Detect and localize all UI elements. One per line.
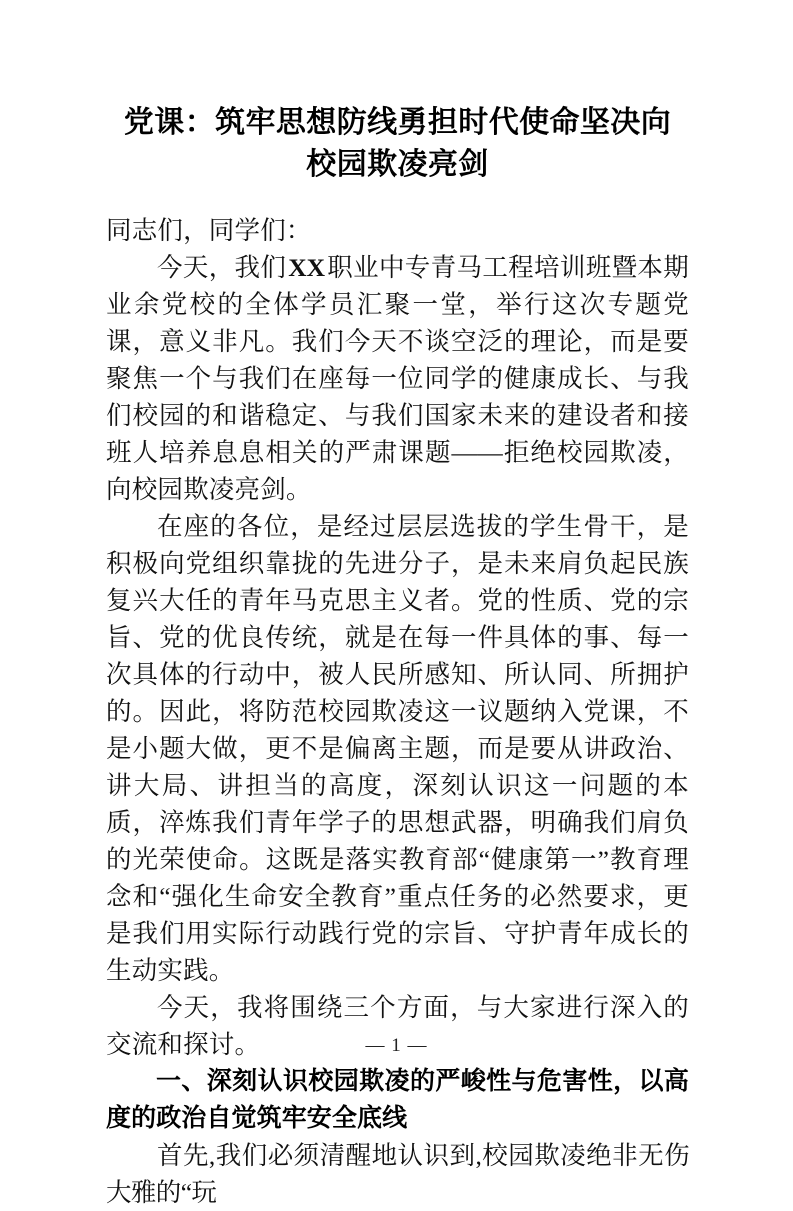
document-title <box>106 102 689 186</box>
paragraph-3: 今天，我将围绕三个方面，与大家进行深入的交流和探讨。 <box>106 993 689 1059</box>
paragraph-1-lead: 今天，我们 <box>157 253 287 282</box>
closing-paragraph: 首先,我们必须清醒地认识到,校园欺凌绝非无伤大雅的“玩 <box>106 1141 689 1207</box>
paragraph-1-rest: 职业中专青马工程培训班暨本期业余党校的全体学员汇聚一堂，举行这次专题党课，意义非凡。我们今天不谈空泛的理论，而是要聚焦一个与我们在座每一位同学的健康成长、与我们校园的和谐稳定、与我们国家未来的建设者和接班人培养息息相关的严肃课题——拒绝校园欺凌，向校园欺凌亮剑。 <box>106 253 689 504</box>
salutation: 同志们，同学们： <box>106 216 312 245</box>
page-number-footer: — 1 — <box>365 1035 428 1056</box>
paragraph-1-latin-token: XX <box>288 253 326 282</box>
document-title-line-2: 校园欺凌亮剑 <box>306 148 489 181</box>
document-title-line-1: 党课：筑牢思想防线勇担时代使命坚决向 <box>123 106 672 139</box>
paragraph-1 <box>106 249 689 508</box>
section-heading-1: 一、深刻认识校园欺凌的严峻性与危害性，以高度的政治自觉筑牢安全底线 <box>106 1067 689 1132</box>
paragraph-2: 在座的各位，是经过层层选拔的学生骨干，是积极向党组织靠拢的先进分子，是未来肩负起民族复兴大任的青年马克思主义者。党的性质、党的宗旨、党的优良传统，就是在每一件具体的事、每一次具体的行动中，被人民所感知、所认同、所拥护的。因此，将防范校园欺凌这一议题纳入党课，不是小题大做，更不是偏离主题，而是要从讲政治、讲大局、讲担当的高度，深刻认识这一问题的本质，淬炼我们青年学子的思想武器，明确我们肩负的光荣使命。这既是落实教育部“健康第一”教育理念和“强化生命安全教育”重点任务的必然要求，更是我们用实际行动践行党的宗旨、守护青年成长的生动实践。 <box>106 512 689 985</box>
